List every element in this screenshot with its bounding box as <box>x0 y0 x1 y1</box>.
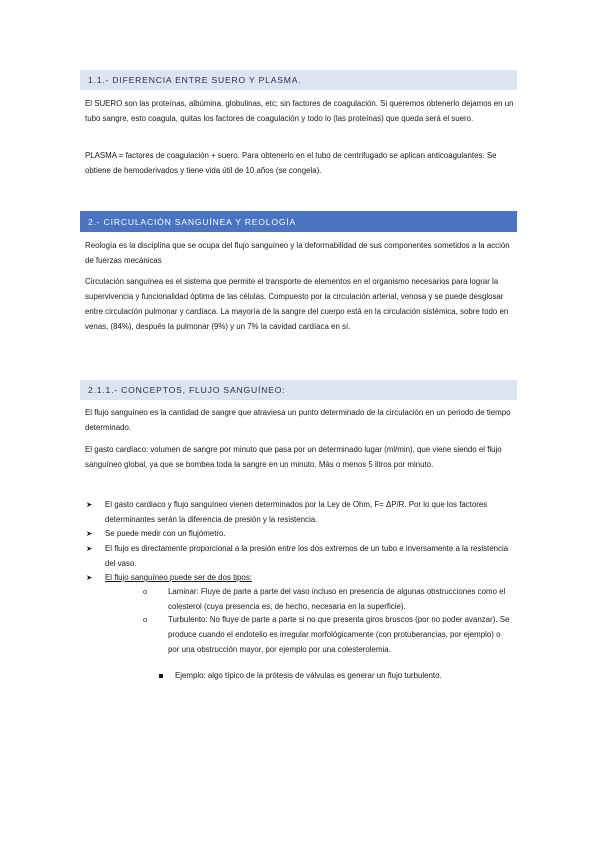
arrow-bullet-icon: ➤ <box>86 573 93 582</box>
square-bullet-icon <box>159 674 163 678</box>
circle-bullet-icon: o <box>143 615 148 624</box>
arrow-bullet-icon: ➤ <box>86 500 93 509</box>
paragraph-reologia: Reología es la disciplina que se ocupa del flujo sanguíneo y la deformabilidad de sus componentes sometidos a la acción de fuerzas mecánicas <box>85 241 510 265</box>
sub-list-item-text: Turbulento: No fluye de parte a parte si no que presenta giros bruscos (por no poder avanzar). Se produce cuando el endotelio es irregular morfológicamente (con protuberancias, por ejemplo) o por una obstrucción mayor, por ejemplo por una colesterolemia. <box>168 615 510 654</box>
section-heading-2 <box>80 211 517 232</box>
arrow-bullet-icon: ➤ <box>86 529 93 538</box>
arrow-bullet-icon: ➤ <box>86 544 93 553</box>
section-heading-text: 2.1.1.- CONCEPTOS, FLUJO SANGUÍNEO: <box>88 385 286 395</box>
list-item-text: Se puede medir con un flujómetro. <box>105 529 226 538</box>
paragraph-circulacion: Circulación sanguínea es el sistema que permite el transporte de elementos en el organismo necesarios para lograr la supervivencia y funcionalidad óptima de las células. Compuesto por la circulación arterial, venosa y se puede desglosar entre circulación pulmonar y cardíaca. La mayoría de la sangre del cuerpo está en la circulación sistémica, sobre todo en venas, (84%), después la pulmonar (9%) y un 7% la cavidad cardíaca en sí. <box>85 277 509 331</box>
sub-list-item-text: Laminar: Fluye de parte a parte del vaso incluso en presencia de algunas obstrucciones como el colesterol (cuya presencia es, de hecho, necesaria en la superficie). <box>168 587 506 611</box>
example-text: Ejemplo: algo típico de la prótesis de válvulas es generar un flujo turbulento. <box>175 671 442 680</box>
paragraph-suero: El SUERO son las proteínas, albúmina, globulinas, etc; sin factores de coagulación. Si queremos obtenerlo dejamos en un tubo sangre, esto coagula, quitas los factores de coagulación y todo lo (las proteínas) que queda será el suero. <box>85 99 514 123</box>
paragraph-gasto-cardiaco: El gasto cardíaco: volumen de sangre por minuto que pasa por un determinado lugar (ml/min), que viene siendo el flujo sanguíneo global, ya que se bombea toda la sangre en un minuto. Más o menos 5 litros por minuto. <box>85 445 502 469</box>
section-heading-1-1 <box>80 70 517 90</box>
list-item-text: El gasto cardiaco y flujo sanguíneo vienen determinados por la Ley de Ohm, F= ΔP/R. Por lo que los factores determinantes serán la diferencia de presión y la resistencia. <box>105 500 488 524</box>
paragraph-plasma: PLASMA = factores de coagulación + suero. Para obtenerlo en el tubo de centrifugado se aplican anticoagulantes. Se obtiene de hemoderivados y tiene vida útil de 10 años (se congela). <box>85 151 497 175</box>
section-heading-text: 2.- CIRCULACIÓN SANGUÍNEA Y REOLOGÍA <box>88 216 297 227</box>
section-heading-2-1-1 <box>80 380 517 400</box>
paragraph-flujo-sanguineo: El flujo sanguíneo es la cantidad de sangre que atraviesa un punto determinado de la circulación en un periodo de tiempo determinado. <box>85 408 511 432</box>
circle-bullet-icon: o <box>143 587 148 596</box>
list-item-text: El flujo es directamente proporcional a la presión entre los dos extremos de un tubo e inversamente a la resistencia del vaso. <box>105 544 509 568</box>
section-heading-text: 1.1.- DIFERENCIA ENTRE SUERO Y PLASMA. <box>88 75 302 85</box>
list-item-text: El flujo sanguíneo puede ser de dos tipos: <box>105 573 252 582</box>
